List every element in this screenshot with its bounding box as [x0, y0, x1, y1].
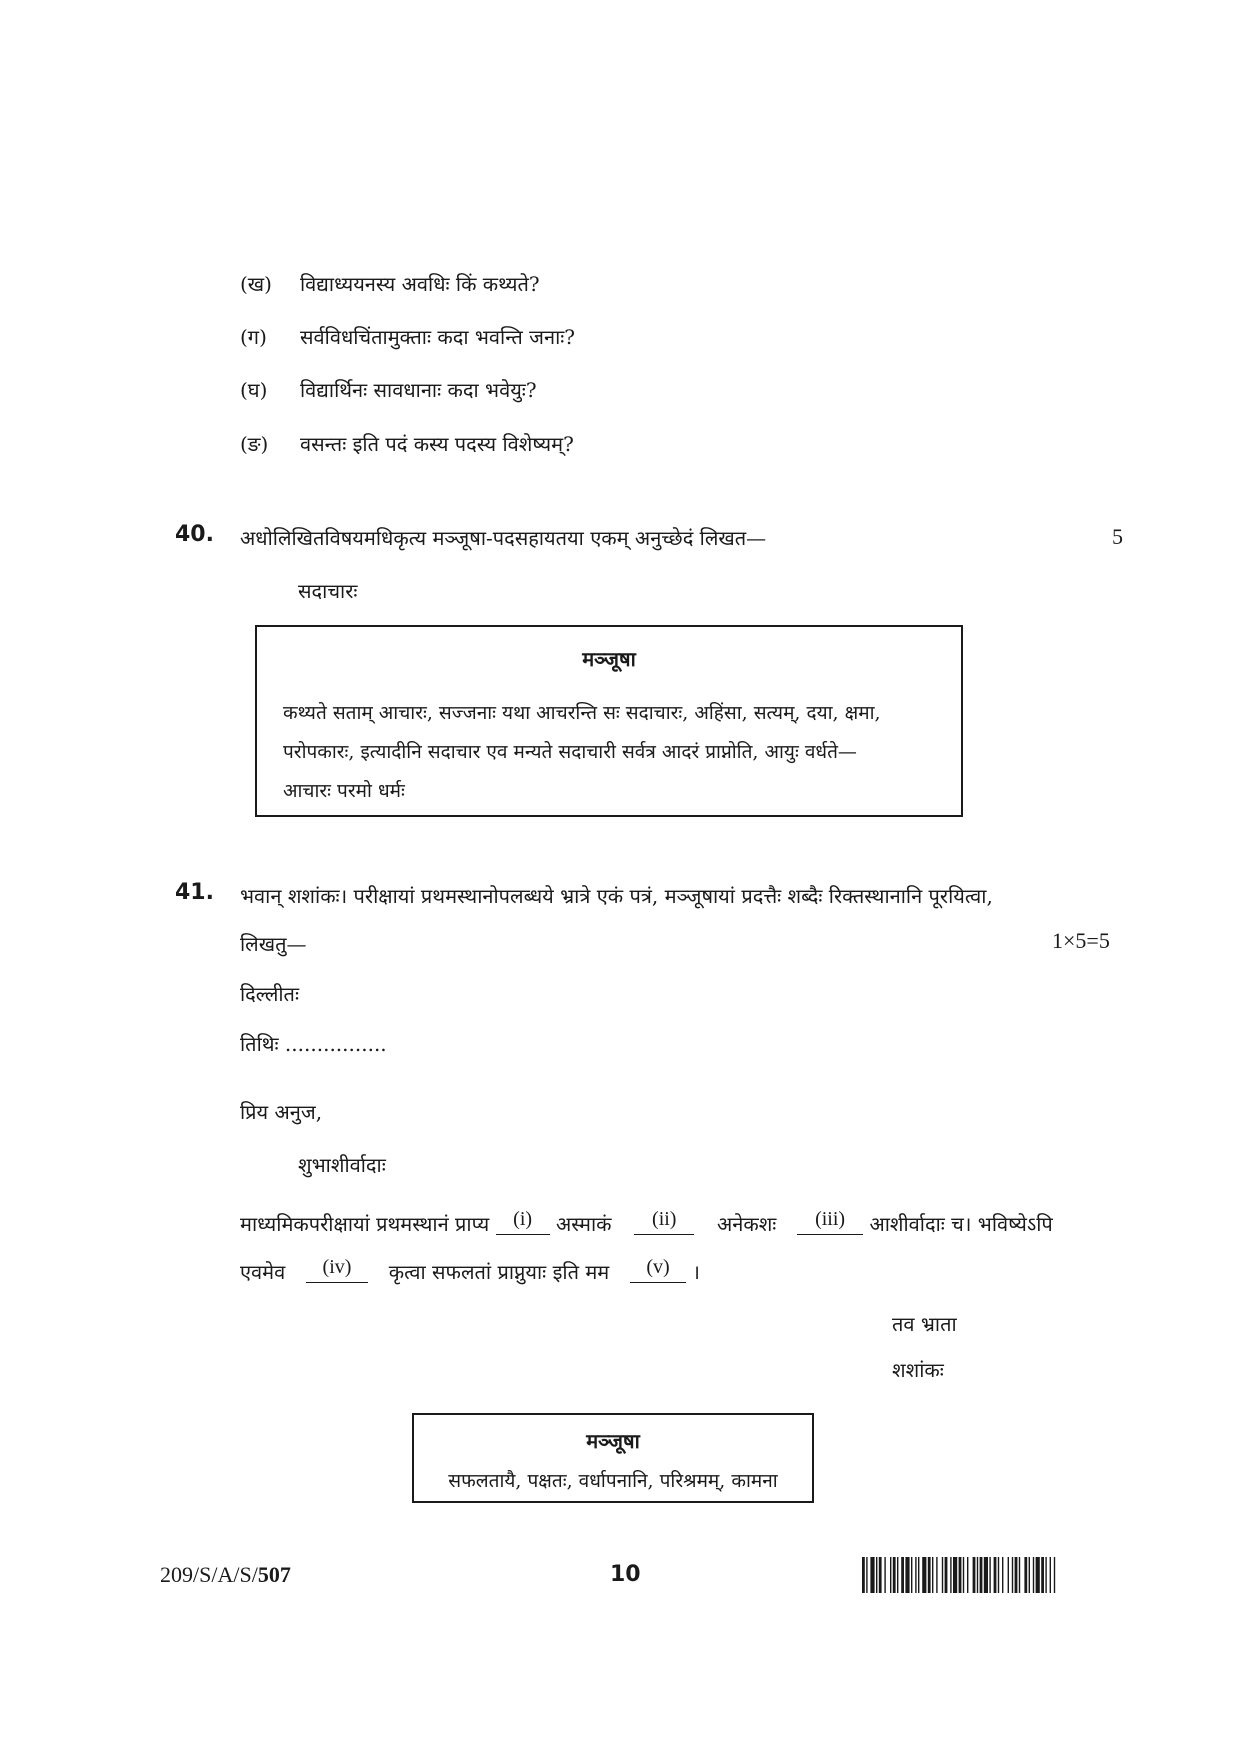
barcode-bar	[1054, 1557, 1055, 1593]
letter-greeting: शुभाशीर्वादाः	[298, 1153, 386, 1177]
sub-question-text: विद्याध्ययनस्य अवधिः किं कथ्यते?	[300, 272, 540, 296]
sub-question-label: (ख)	[240, 272, 272, 296]
paper-code-bold: 507	[257, 1562, 291, 1587]
letter-text: अनेकशः	[716, 1212, 777, 1236]
barcode-bar	[945, 1557, 948, 1593]
letter-text: ।	[692, 1260, 700, 1284]
blank-iii	[797, 1208, 863, 1235]
barcode-bar	[862, 1557, 865, 1593]
blank-label: (iii)	[815, 1208, 846, 1230]
letter-text: एवमेव	[240, 1260, 286, 1284]
letter-closing: तव भ्राता	[892, 1312, 957, 1336]
blank-v	[630, 1256, 686, 1283]
letter-date: तिथिः ................	[240, 1032, 387, 1056]
barcode-bar	[973, 1557, 976, 1593]
barcode-bar	[936, 1557, 937, 1593]
barcode-bar	[911, 1557, 912, 1593]
word-box-title: मञ्जूषा	[586, 1429, 640, 1453]
letter-salutation: प्रिय अनुज,	[240, 1100, 323, 1124]
barcode-bar	[905, 1557, 909, 1593]
barcode-bar	[984, 1557, 988, 1593]
sub-question-text: वसन्तः इति पदं कस्य पदस्य विशेष्यम्?	[300, 432, 574, 456]
barcode-bar	[866, 1557, 867, 1593]
letter-body-line-2	[240, 1258, 700, 1285]
barcode-bar	[1015, 1557, 1018, 1593]
barcode-bar	[950, 1557, 951, 1593]
sub-question-label: (ङ)	[240, 432, 269, 456]
barcode-bar	[963, 1557, 964, 1593]
blank-label: (iv)	[322, 1256, 352, 1278]
barcode-bar	[879, 1557, 882, 1593]
barcode-bar	[1033, 1557, 1034, 1593]
blank-label: (ii)	[652, 1208, 677, 1230]
blank-label: (i)	[513, 1208, 533, 1230]
barcode-bar	[918, 1557, 919, 1593]
barcode-bar	[1002, 1557, 1003, 1593]
barcode-bar	[932, 1557, 933, 1593]
word-box	[412, 1413, 814, 1503]
barcode-bar	[942, 1557, 943, 1593]
question-marks: 1×5=5	[1052, 928, 1110, 953]
barcode-bar	[1019, 1557, 1020, 1593]
letter-text: आशीर्वादाः च। भविष्येऽपि	[869, 1212, 1053, 1236]
barcode-bar	[1024, 1557, 1027, 1593]
barcode-bar	[901, 1557, 904, 1593]
barcode-bar	[922, 1557, 926, 1593]
barcode-bar	[989, 1557, 990, 1593]
letter-body-line-1	[240, 1210, 1053, 1237]
word-box	[255, 625, 963, 817]
question-number: 41.	[175, 880, 214, 905]
word-box-line: कथ्यते सताम् आचारः, सज्जनाः यथा आचरन्ति सः सदाचारः, अहिंसा, सत्यम्, दया, क्षमा,	[283, 702, 881, 724]
barcode-bar	[1012, 1557, 1013, 1593]
barcode-bar	[998, 1557, 999, 1593]
blank-iv	[306, 1256, 368, 1283]
blank-ii	[634, 1208, 694, 1235]
paper-code-prefix: 209/S/A/S/	[160, 1562, 258, 1587]
question-text-continued: लिखतु—	[240, 932, 307, 956]
barcode-bar	[876, 1557, 877, 1593]
sub-question-text: विद्यार्थिनः सावधानाः कदा भवेयुः?	[300, 378, 537, 402]
barcode-bar	[959, 1557, 962, 1593]
barcode-icon	[862, 1557, 1126, 1593]
letter-text: अस्माकं	[555, 1212, 612, 1236]
word-box-title: मञ्जूषा	[582, 647, 636, 671]
barcode-bar	[915, 1557, 916, 1593]
barcode-bar	[1036, 1557, 1040, 1593]
letter-text: माध्यमिकपरीक्षायां प्रथमस्थानं प्राप्य	[240, 1212, 490, 1236]
barcode-bar	[994, 1557, 997, 1593]
question-text: अधोलिखितविषयमधिकृत्य मञ्जूषा-पदसहायतया एकम् अनुच्छेदं लिखत—	[240, 526, 767, 550]
barcode-bar	[1050, 1557, 1051, 1593]
barcode-bar	[1008, 1557, 1009, 1593]
sub-question-label: (घ)	[240, 378, 268, 402]
blank-i	[496, 1208, 550, 1235]
letter-signature: शशांकः	[892, 1358, 944, 1382]
barcode-bar	[884, 1557, 885, 1593]
question-text: भवान् शशांकः। परीक्षायां प्रथमस्थानोपलब्धये भ्रात्रे एकं पत्रं, मञ्जूषायां प्रदत्तैः शब्दैः रिक्तस्थानानि पूरयित्वा,	[240, 884, 993, 908]
blank-label: (v)	[646, 1256, 670, 1278]
barcode-bar	[977, 1557, 978, 1593]
paragraph-topic: सदाचारः	[298, 579, 358, 603]
question-marks: 5	[1112, 524, 1123, 549]
word-box-words: सफलतायै, पक्षतः, वर्धापनानि, परिश्रमम्, कामना	[448, 1470, 778, 1492]
barcode-bar	[870, 1557, 874, 1593]
letter-text: कृत्वा सफलतां प्राप्नुयाः इति मम	[388, 1260, 610, 1284]
barcode-bar	[967, 1557, 968, 1593]
paper-code	[160, 1562, 291, 1588]
sub-question-label: (ग)	[240, 325, 267, 349]
barcode-bar	[1045, 1557, 1046, 1593]
barcode-bar	[980, 1557, 983, 1593]
word-box-line: परोपकारः, इत्यादीनि सदाचार एव मन्यते सदाचारी सर्वत्र आदरं प्राप्नोति, आयुः वर्धते—	[283, 741, 857, 763]
page-number: 10	[610, 1562, 641, 1587]
letter-place: दिल्लीतः	[240, 982, 299, 1006]
barcode-bar	[953, 1557, 957, 1593]
barcode-bar	[928, 1557, 931, 1593]
barcode-bar	[1041, 1557, 1044, 1593]
barcode-bar	[897, 1557, 898, 1593]
barcode-bar	[890, 1557, 891, 1593]
sub-question-text: सर्वविधचिंतामुक्ताः कदा भवन्ति जनाः?	[300, 325, 576, 349]
barcode-bar	[1029, 1557, 1030, 1593]
barcode-bar	[893, 1557, 896, 1593]
word-box-line: आचारः परमो धर्मः	[283, 780, 405, 802]
question-number: 40.	[175, 522, 214, 547]
